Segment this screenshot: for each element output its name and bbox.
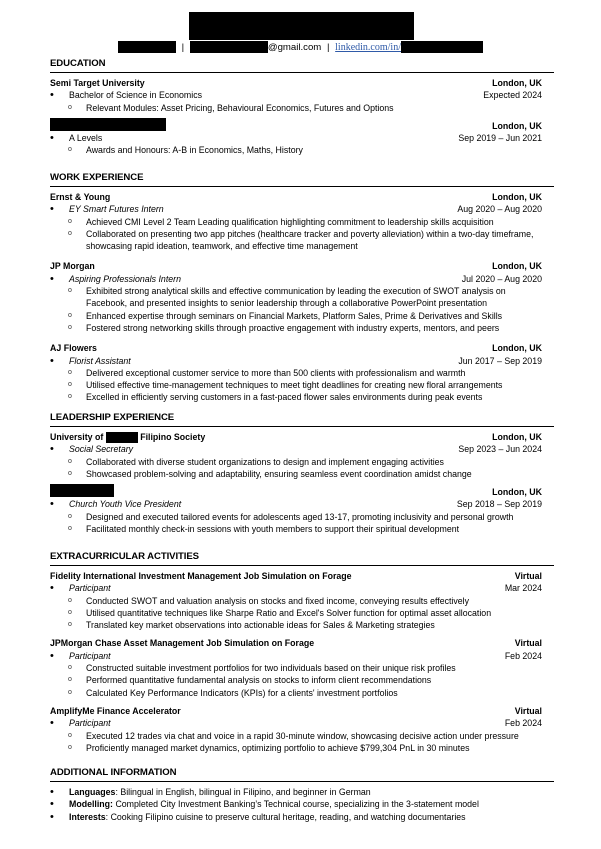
section-title: EXTRACURRICULAR ACTIVITIES [50, 551, 554, 566]
university-name-redacted [106, 432, 138, 443]
role: • A Levels [50, 132, 102, 144]
location: London, UK [492, 343, 542, 354]
education-entry [50, 120, 542, 157]
contact-line [0, 41, 601, 55]
linkedin-link[interactable]: linkedin.com/in/ [335, 42, 401, 53]
org-name: Semi Target University [50, 78, 145, 88]
sub-bullet: o Awards and Honours: A-B in Economics, Maths, History [68, 145, 303, 156]
location: London, UK [492, 487, 542, 498]
sub-bullet: o Enhanced expertise through seminars on Financial Markets, Platform Sales, Prime & Derivatives and Skills [68, 310, 503, 321]
email-user-redacted [190, 41, 268, 53]
location: London, UK [492, 261, 542, 272]
sub-bullet: o Constructed suitable investment portfolios for two individuals based on their unique risk profiles [68, 663, 456, 674]
additional-item-languages: • Languages: Bilingual in English, bilingual in Filipino, and beginner in German [50, 786, 371, 798]
org-name: JP Morgan [50, 261, 95, 272]
section-education [50, 58, 554, 161]
section-additional-information [50, 767, 554, 823]
email-domain: @gmail.com [267, 42, 322, 53]
work-entry [50, 342, 542, 403]
location: London, UK [492, 192, 542, 202]
additional-item-modelling: • Modelling: Completed City Investment Banking’s Technical course, specializing in the 3-statement model [50, 798, 479, 811]
section-title: LEADERSHIP EXPERIENCE [50, 412, 554, 427]
section-title: WORK EXPERIENCE [50, 172, 554, 187]
sub-bullet: o Executed 12 trades via chat and voice in a rapid 30-minute window, showcasing decisive action under pressure [68, 730, 519, 741]
sub-bullet: o Relevant Modules: Asset Pricing, Behavioural Economics, Futures and Options [68, 102, 394, 113]
sub-bullet: o Fostered strong networking skills through proactive engagement with industry experts, mentors, and peers [68, 322, 500, 333]
leadership-entry [50, 431, 542, 480]
section-work-experience [50, 172, 554, 408]
location: London, UK [492, 432, 542, 442]
role: • Participant [50, 717, 111, 729]
location: London, UK [492, 120, 542, 131]
date: Feb 2024 [504, 718, 542, 729]
location: Virtual [514, 705, 542, 716]
sub-bullet: o Facilitated monthly check-in sessions with youth members to support their spiritual development [68, 524, 460, 535]
sub-bullet: o Conducted SWOT and valuation analysis on stocks and fixed income, conveying results effectively [68, 595, 470, 606]
date: Mar 2024 [504, 583, 542, 594]
activity-entry [50, 705, 542, 754]
date: Sep 2019 – Jun 2021 [458, 133, 542, 144]
separator: | [181, 42, 185, 53]
phone-redacted [118, 41, 176, 53]
linkedin-handle-redacted [401, 41, 483, 53]
sub-bullet: o Calculated Key Performance Indicators (KPIs) for a clients' investment portfolios [68, 687, 398, 698]
candidate-name-redacted [189, 12, 414, 40]
role: • EY Smart Futures Intern [50, 203, 164, 215]
date: Jul 2020 – Aug 2020 [461, 273, 542, 284]
org-name: AmplifyMe Finance Accelerator [50, 705, 181, 716]
sub-bullet: o Exhibited strong analytical skills and effective communication by leading the execution of SWOT analysis on Facebook, and presented insights to senior leadership through a collaborative PowerPoint presentation [68, 286, 506, 309]
role: • Bachelor of Science in Economics [50, 89, 202, 101]
role: • Aspiring Professionals Intern [50, 273, 181, 285]
sub-bullet: o Showcased problem-solving and adaptability, ensuring seamless event coordination amidst change [68, 468, 472, 479]
sub-bullet: o Proficiently managed market dynamics, optimizing portfolio to achieve $799,304 PnL in 30 minutes [68, 742, 470, 753]
work-entry [50, 260, 542, 334]
role: • Participant [50, 582, 111, 594]
location: London, UK [492, 78, 542, 88]
activity-entry [50, 637, 542, 698]
org-name: JPMorgan Chase Asset Management Job Simulation on Forage [50, 638, 315, 649]
section-leadership-experience [50, 412, 554, 539]
sub-bullet: o Translated key market observations into actionable ideas for Sales & Marketing strategies [68, 620, 435, 631]
sub-bullet: o Excelled in efficiently serving customers in a fast-paced flower sales environments during peak events [68, 392, 483, 403]
school-name-redacted [50, 118, 166, 131]
date: Sep 2023 – Jun 2024 [458, 444, 542, 455]
role: • Social Secretary [50, 443, 133, 455]
sub-bullet: o Delivered exceptional customer service to more than 500 clients with professionalism and warmth [68, 367, 466, 378]
location: Virtual [514, 571, 542, 581]
location: Virtual [514, 638, 542, 649]
sub-bullet: o Collaborated with diverse student organizations to design and implement engaging activities [68, 456, 444, 467]
sub-bullet: o Designed and executed tailored events for adolescents aged 13-17, promoting inclusivity and personal growth [68, 511, 514, 522]
leadership-entry [50, 486, 542, 535]
sub-bullet: o Utilised quantitative techniques like Sharpe Ratio and Excel's Solver function for optimal asset allocation [68, 607, 492, 618]
education-entry [50, 77, 542, 114]
activity-entry [50, 570, 542, 631]
sub-bullet: o Achieved CMI Level 2 Team Leading qualification highlighting commitment to leadership skills acquisition [68, 216, 494, 227]
additional-item-interests: • Interests: Cooking Filipino cuisine to preserve cultural heritage, reading, and watching documentaries [50, 810, 466, 823]
org-name: AJ Flowers [50, 343, 97, 354]
sub-bullet: o Collaborated on presenting two app pitches (healthcare tracker and poverty alleviation) within a two-day timeframe, showcasing rapid ideation, teamwork, and effective time management [68, 228, 534, 252]
sub-bullet: o Utilised effective time-management techniques to meet tight deadlines for creating new floral arrangements [68, 380, 503, 391]
date: Feb 2024 [504, 650, 542, 661]
role: • Participant [50, 650, 111, 662]
role: • Church Youth Vice President [50, 498, 181, 510]
org-name: Fidelity International Investment Management Job Simulation on Forage [50, 571, 352, 581]
date: Jun 2017 – Sep 2019 [458, 355, 542, 366]
date: Sep 2018 – Sep 2019 [456, 499, 542, 510]
sub-bullet: o Performed quantitative fundamental analysis on stocks to inform client recommendations [68, 675, 432, 686]
role: • Florist Assistant [50, 355, 131, 367]
section-extracurricular [50, 551, 554, 758]
section-title: ADDITIONAL INFORMATION [50, 767, 554, 782]
date: Expected 2024 [483, 90, 542, 101]
org-name: University of Filipino Society [50, 432, 206, 442]
section-title: EDUCATION [50, 58, 554, 73]
org-name: Ernst & Young [50, 192, 111, 202]
work-entry [50, 191, 542, 252]
date: Aug 2020 – Aug 2020 [457, 204, 542, 215]
org-name-redacted [50, 484, 114, 497]
separator: | [326, 42, 330, 53]
